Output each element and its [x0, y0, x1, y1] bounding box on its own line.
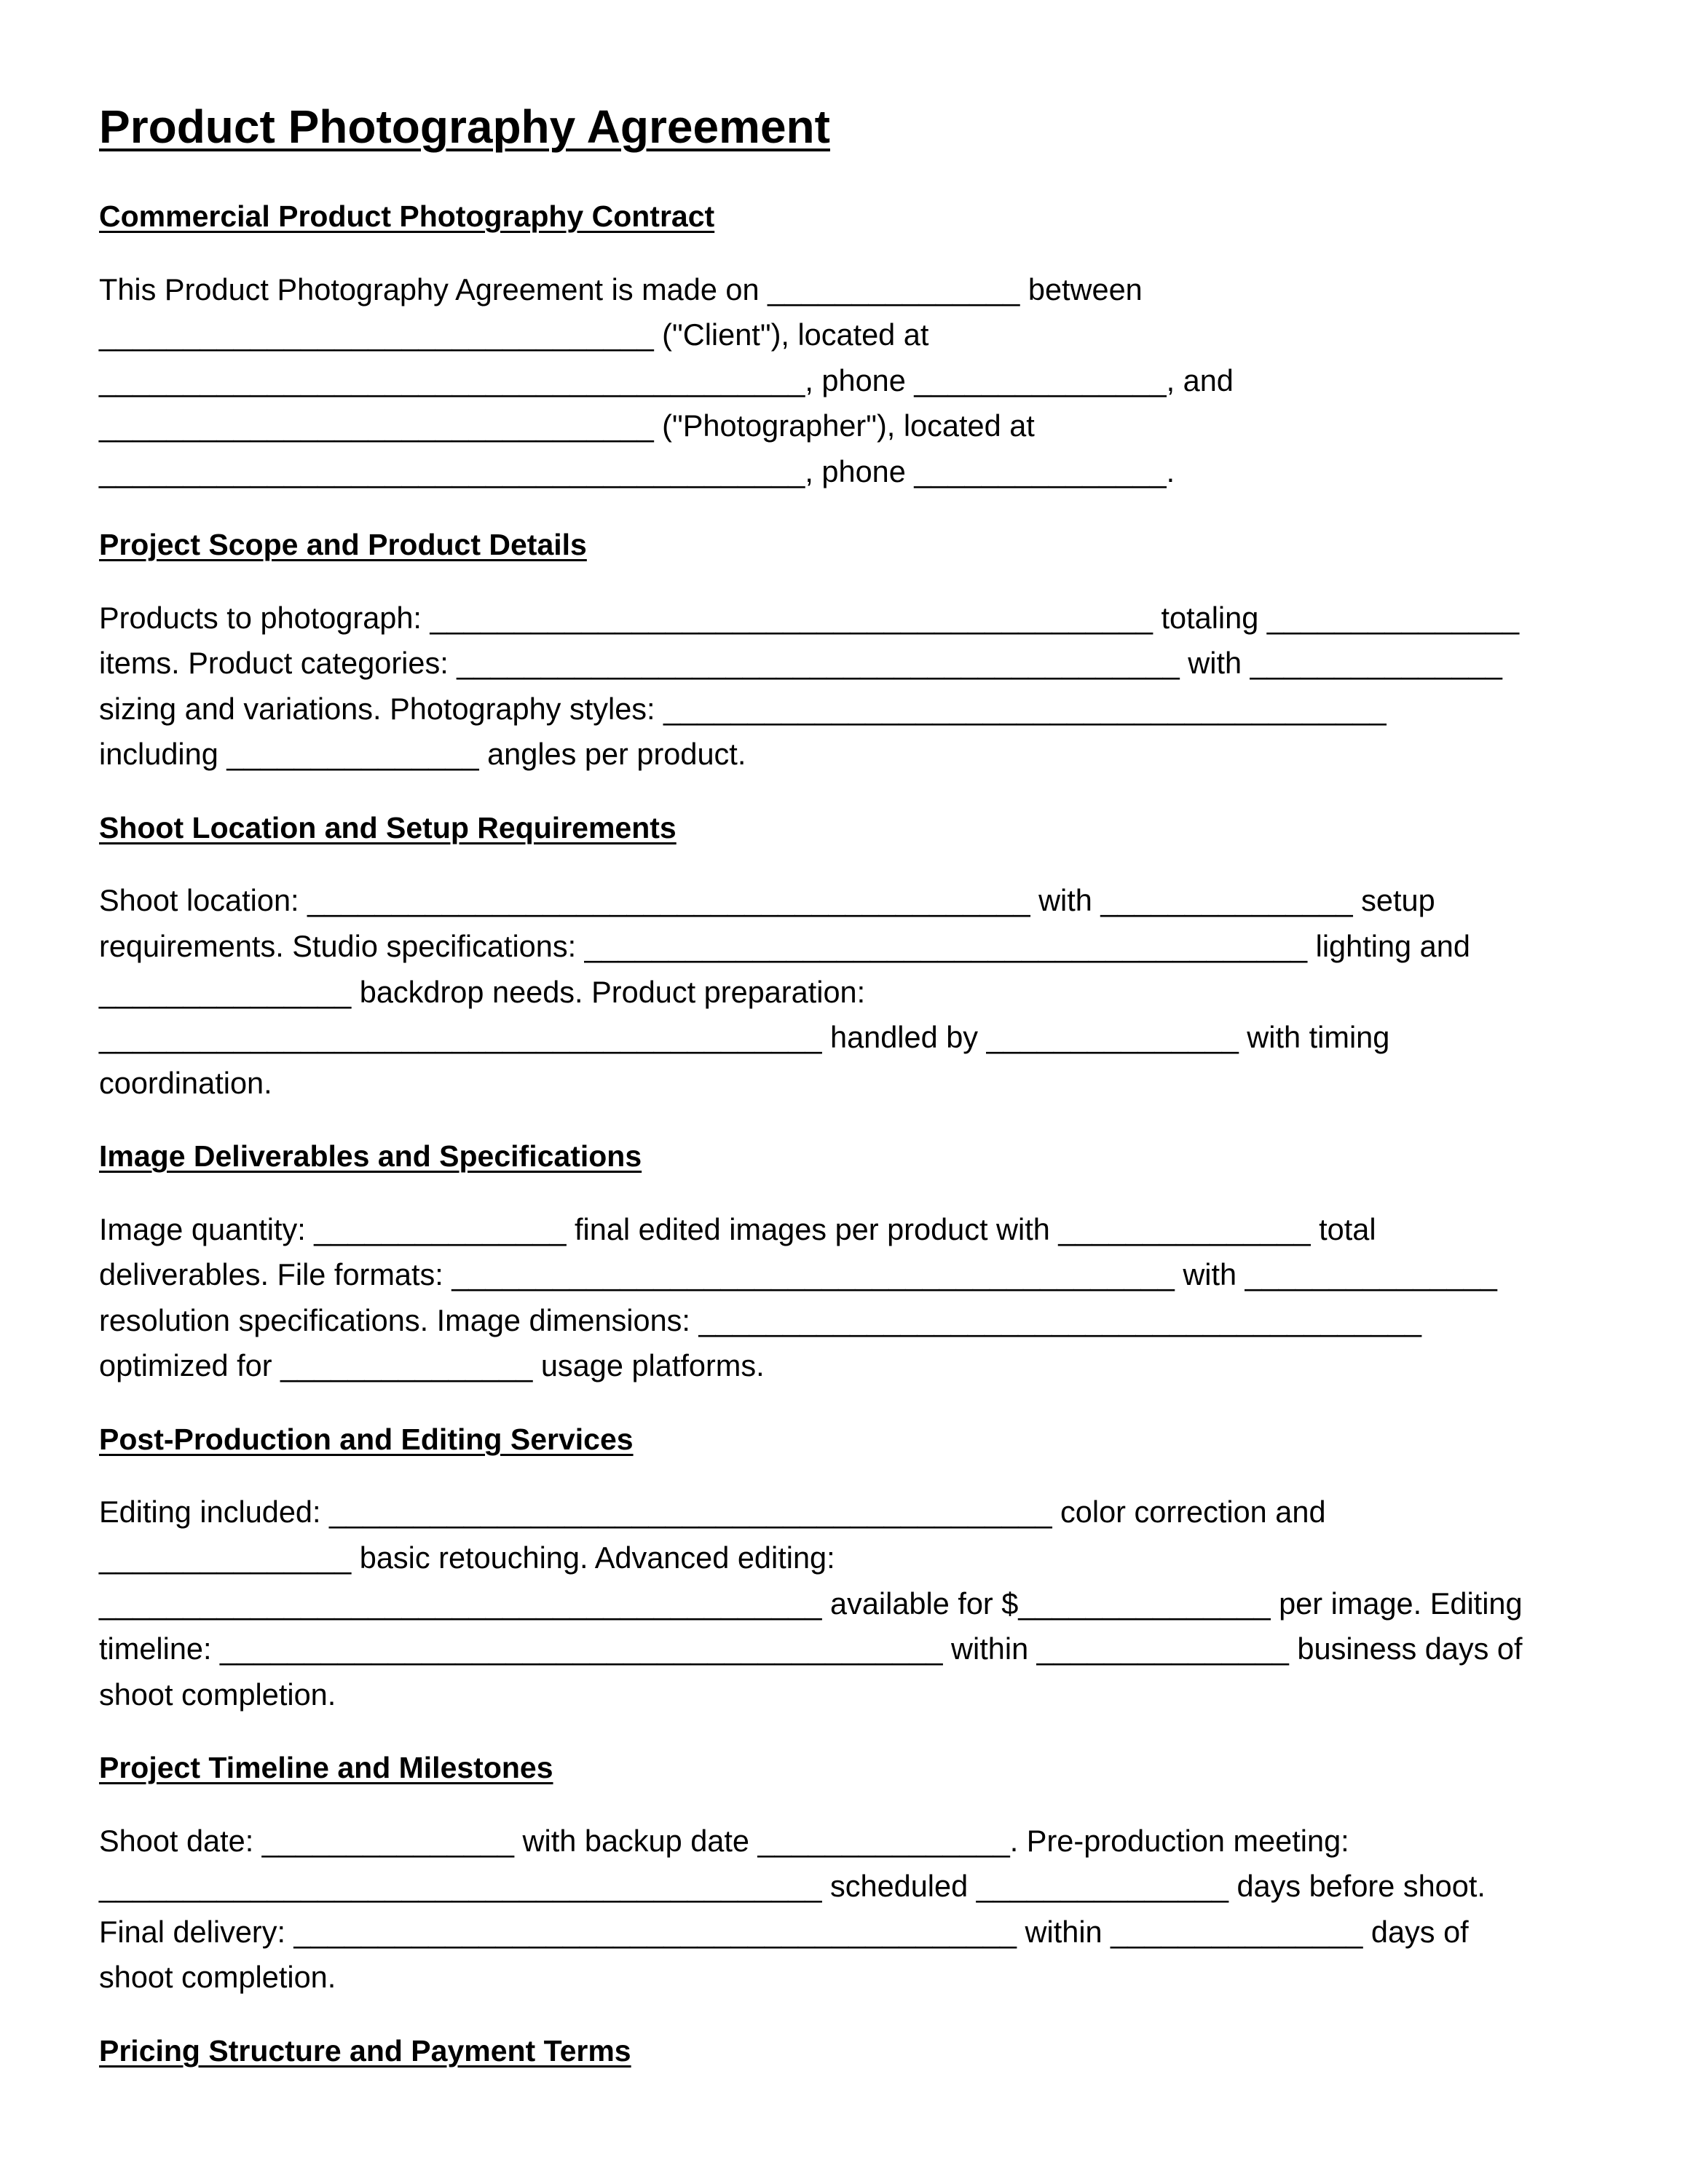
- section-line: coordination.: [99, 1066, 272, 1100]
- section-heading: Project Timeline and Milestones: [99, 1751, 553, 1784]
- section-line: shoot completion.: [99, 1677, 336, 1712]
- section-line: Shoot location: ___________________________________________ with _______________ setup: [99, 883, 1435, 917]
- section-line: including _______________ angles per product.: [99, 737, 746, 771]
- section-line: resolution specifications. Image dimensions: ___________________________________________: [99, 1303, 1421, 1337]
- section-line: ___________________________________________ scheduled _______________ days before shoot.: [99, 1869, 1486, 1903]
- section-heading: Project Scope and Product Details: [99, 528, 587, 561]
- intro-line: _________________________________ ("Photographer"), located at: [99, 408, 1035, 443]
- section-line: Products to photograph: ___________________________________________ totaling _______________: [99, 601, 1520, 635]
- intro-line: _________________________________ ("Client"), located at: [99, 317, 929, 352]
- intro-line: __________________________________________, phone _______________, and: [99, 363, 1234, 397]
- section-line: items. Product categories: ___________________________________________ with _______________: [99, 646, 1502, 680]
- section-line: Editing included: ___________________________________________ color correction and: [99, 1495, 1326, 1529]
- section-line: ___________________________________________ available for $_______________ per image. Editing: [99, 1586, 1523, 1621]
- section-heading: Shoot Location and Setup Requirements: [99, 811, 677, 844]
- section-line: sizing and variations. Photography styles: ___________________________________________: [99, 692, 1387, 726]
- section-line: timeline: ___________________________________________ within _______________ business days of: [99, 1631, 1523, 1666]
- section-line: Image quantity: _______________ final edited images per product with _______________ total: [99, 1212, 1376, 1246]
- section-line: ___________________________________________ handled by _______________ with timing: [99, 1020, 1390, 1054]
- section-line: _______________ basic retouching. Advanced editing:: [99, 1540, 835, 1575]
- section-line: shoot completion.: [99, 1960, 336, 1994]
- section-line: deliverables. File formats: ___________________________________________ with _______________: [99, 1257, 1497, 1291]
- section-line: requirements. Studio specifications: ___________________________________________ lighting and: [99, 929, 1470, 963]
- section-line: Shoot date: _______________ with backup date _______________. Pre-production meeting:: [99, 1824, 1349, 1858]
- section-line: optimized for _______________ usage platforms.: [99, 1348, 765, 1382]
- section-heading: Post-Production and Editing Services: [99, 1423, 634, 1456]
- document-subtitle: Commercial Product Photography Contract: [99, 199, 715, 233]
- section-line: Final delivery: ___________________________________________ within _______________ days of: [99, 1915, 1469, 1949]
- document-title: Product Photography Agreement: [99, 100, 830, 153]
- section-heading: Pricing Structure and Payment Terms: [99, 2034, 631, 2068]
- intro-line: This Product Photography Agreement is made on _______________ between: [99, 272, 1143, 306]
- section-line: _______________ backdrop needs. Product preparation:: [99, 975, 866, 1009]
- section-heading: Image Deliverables and Specifications: [99, 1139, 642, 1173]
- intro-line: __________________________________________, phone _______________.: [99, 454, 1175, 488]
